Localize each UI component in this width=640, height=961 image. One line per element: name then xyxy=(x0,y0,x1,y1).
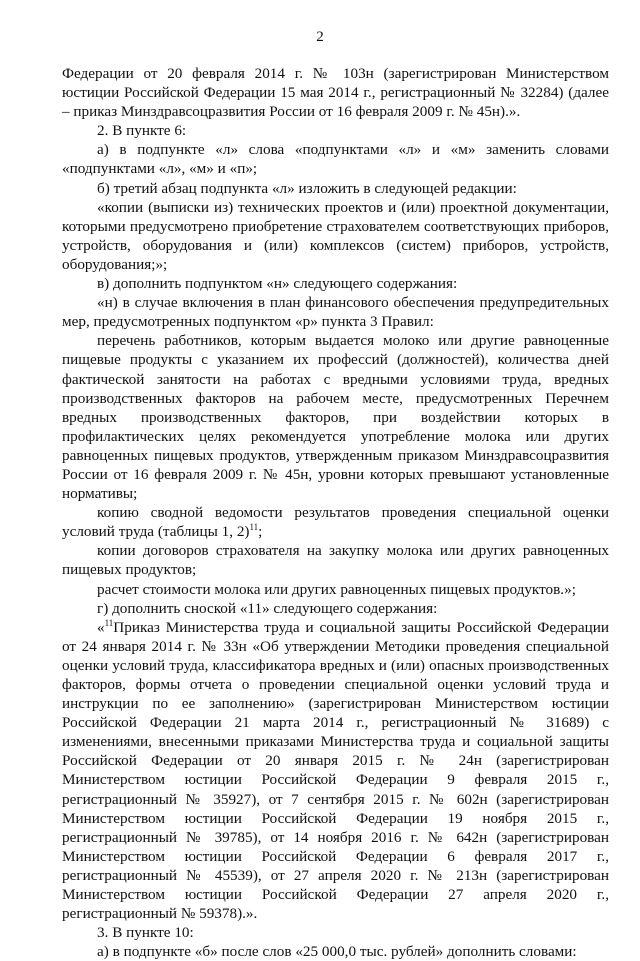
paragraph-text: Федерации от 20 февраля 2014 г. № 103н (зарегистрирован Министерством юстиции Российской Федерации 15 мая 2014 г., регистрационный № 32284) (далее – приказ Минздравсоцразвития России от 16 февраля 2009 г. № 45н).». xyxy=(62,65,609,121)
paragraph-text: «копии (выписки из) технических проектов и (или) проектной документации, которыми предусмотрено приобретение страхователем соответствующих приборов, устройств, оборудования и (или) комплексов (систем) приборов, устройств, оборудования;»; xyxy=(62,198,609,273)
paragraph xyxy=(62,274,609,293)
document-body xyxy=(62,64,609,961)
paragraph xyxy=(62,942,609,961)
paragraph xyxy=(62,198,609,274)
paragraph xyxy=(62,293,609,331)
page-number: 2 xyxy=(316,29,324,45)
paragraph-text: «н) в случае включения в план финансового обеспечения предупредительных мер, предусмотренных подпунктом «р» пункта 3 Правил: xyxy=(62,294,609,331)
paragraph-text: копию сводной ведомости результатов проведения специальной оценки условий труда (таблицы 1, 2) xyxy=(62,504,609,541)
paragraph-text: Приказ Министерства труда и социальной защиты Российской Федерации от 24 января 2014 г. № 33н «Об утверждении Методики проведения специальной оценки условий труда, классификатора вредных и (или) опасных производственных факторов, формы отчета о проведении специальной оценки условий труда и инструкции по ее заполнению» (зарегистрирован Министерством юстиции Российской Федерации 21 марта 2014 г., регистрационный № 31689) с изменениями, внесенными приказами Министерства труда и социальной защиты Российской Федерации от 20 января 2015 г. № 24н (зарегистрирован Министерством юстиции Российской Федерации 9 февраля 2015 г., регистрационный № 35927), от 7 сентября 2015 г. № 602н (зарегистрирован Министерством юстиции Российской Федерации 19 ноября 2015 г., регистрационный № 39785), от 14 ноября 2016 г. № 642н (зарегистрирован Министерством юстиции Российской Федерации 6 февраля 2017 г., регистрационный № 45539), от 27 апреля 2020 г. № 213н (зарегистрирован Министерством юстиции Российской Федерации 27 апреля 2020 г., регистрационный № 59378).». xyxy=(62,618,609,923)
footnote-ref: 11 xyxy=(104,617,114,628)
paragraph-text: б) третий абзац подпункта «л» изложить в следующей редакции: xyxy=(97,179,517,197)
paragraph-text: расчет стоимости молока или других равноценных пищевых продуктов.»; xyxy=(97,580,576,598)
paragraph-text: а) в подпункте «л» слова «подпунктами «л» и «м» заменить словами «подпунктами «л», «м» и «п»; xyxy=(62,141,609,178)
paragraph-text: 3. В пункте 10: xyxy=(97,924,194,942)
paragraph xyxy=(62,923,609,942)
paragraph xyxy=(62,64,609,121)
paragraph xyxy=(62,179,609,198)
paragraph xyxy=(62,599,609,618)
paragraph-text: 2. В пункте 6: xyxy=(97,122,187,140)
paragraph xyxy=(62,618,609,924)
paragraph-text: г) дополнить сноской «11» следующего содержания: xyxy=(97,599,438,617)
paragraph-text: а) в подпункте «б» после слов «25 000,0 тыс. рублей» дополнить словами: xyxy=(97,943,577,961)
paragraph xyxy=(62,121,609,140)
paragraph-pre: « xyxy=(97,618,105,636)
paragraph xyxy=(62,331,609,503)
paragraph-text: копии договоров страхователя на закупку молока или других равноценных пищевых продуктов; xyxy=(62,542,609,579)
paragraph-text: в) дополнить подпунктом «н» следующего содержания: xyxy=(97,275,458,293)
paragraph xyxy=(62,541,609,579)
footnote-ref: 11 xyxy=(249,522,259,533)
paragraph xyxy=(62,140,609,178)
paragraph xyxy=(62,503,609,541)
paragraph-after: ; xyxy=(258,523,263,541)
paragraph xyxy=(62,580,609,599)
paragraph-text: перечень работников, которым выдается молоко или другие равноценные пищевые продукты с указанием их профессий (должностей), количества дней фактической занятости на работах с вредными условиями труда, вредных производственных факторов на рабочем месте, предусмотренных Перечнем вредных производственных факторов, при воздействии которых в профилактических целях рекомендуется употребление молока или других равноценных пищевых продуктов, утвержденным приказом Минздравсоцразвития России от 16 февраля 2009 г. № 45н, уровни которых превышают установленные нормативы; xyxy=(62,332,609,503)
